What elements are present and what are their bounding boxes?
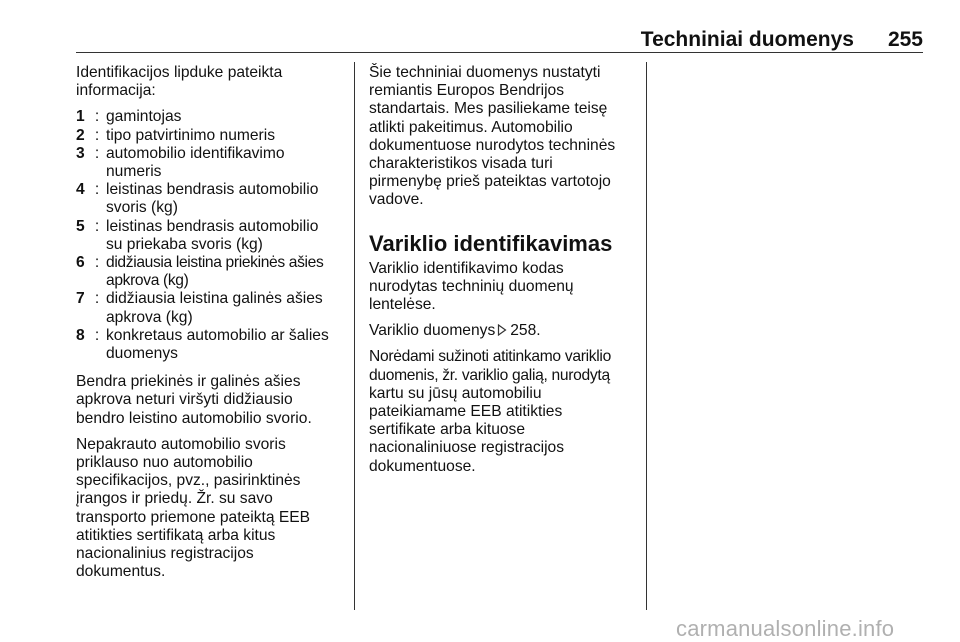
- list-item: 8 : konkretaus automobilio ar šalies duomenys: [76, 327, 344, 363]
- list-item: 7 : didžiausia leistina galinės ašies apkrova (kg): [76, 290, 344, 326]
- column-divider-right: [646, 62, 647, 610]
- right-column: [369, 64, 639, 484]
- engine-power-paragraph: Norėdami sužinoti atitinkamo variklio duomenis, žr. variklio galią, nurodytą kartu su jūsų automobiliu pateikiamame EEB atitikties sertifikate arba kituose nacionaliniuose registracijos dokumentuose.: [369, 348, 611, 475]
- engine-data-page-link[interactable]: 258.: [510, 322, 541, 340]
- engine-data-reference: [369, 322, 639, 340]
- section-heading: Variklio identifikavimas: [369, 230, 613, 256]
- page-header: [641, 22, 923, 52]
- engine-data-label: Variklio duomenys: [369, 322, 496, 340]
- item-text: tipo patvirtinimo numeris: [106, 126, 275, 144]
- page-title: Techniniai duomenys: [640, 28, 854, 51]
- left-column: [76, 64, 344, 589]
- item-text: didžiausia leistina galinės ašies apkrova (kg): [106, 290, 323, 326]
- intro-paragraph: Identifikacijos lipduke pateikta informacija:: [76, 64, 283, 100]
- axle-load-paragraph: Bendra priekinės ir galinės ašies apkrova neturi viršyti didžiausio bendro leistino automobilio svorio.: [76, 373, 312, 427]
- item-number: 2: [76, 126, 85, 144]
- item-text: leistinas bendrasis automobilio svoris (kg): [106, 181, 319, 217]
- item-number: 5: [76, 217, 85, 235]
- item-number: 7: [76, 290, 85, 308]
- item-text: leistinas bendrasis automobilio su priekaba svoris (kg): [106, 217, 319, 253]
- list-item: 1 : gamintojas: [76, 108, 344, 126]
- item-number: 3: [76, 144, 85, 162]
- item-number: 4: [76, 181, 85, 199]
- label-info-list: [76, 108, 344, 363]
- list-item: 3 : automobilio identifikavimo numeris: [76, 145, 344, 181]
- page-reference-arrow-icon: [497, 324, 507, 336]
- item-text: didžiausia leistina priekinės ašies apkrova (kg): [106, 254, 324, 290]
- item-text: automobilio identifikavimo numeris: [106, 144, 285, 181]
- item-text: konkretaus automobilio ar šalies duomenys: [106, 326, 329, 363]
- item-text: gamintojas: [106, 108, 182, 126]
- list-item: 6 : didžiausia leistina priekinės ašies apkrova (kg): [76, 254, 344, 290]
- list-item: 2 : tipo patvirtinimo numeris: [76, 127, 344, 145]
- item-number: 6: [76, 254, 85, 272]
- list-item: 5 : leistinas bendrasis automobilio su priekaba svoris (kg): [76, 218, 344, 254]
- watermark: carmanualsonline.info: [676, 616, 895, 641]
- standards-paragraph: Šie techniniai duomenys nustatyti remiantis Europos Bendrijos standartais. Mes pasiliekame teisę atlikti pakeitimus. Automobilio dokumentuose nurodytos techninės charakteristikos visada turi pirmenybę prieš pateiktas vartotojo vadove.: [369, 64, 616, 209]
- item-number: 1: [76, 108, 85, 126]
- engine-code-paragraph: Variklio identifikavimo kodas nurodytas techninių duomenų lentelėse.: [369, 259, 574, 314]
- item-number: 8: [76, 326, 85, 344]
- unladen-weight-paragraph: Nepakrauto automobilio svoris priklauso nuo automobilio specifikacijos, pvz., pasirinktinės įrangos ir priedų. Žr. su savo transporto priemone pateiktą EEB atitikties sertifikatą arba kitus nacionalinius registracijos dokumentus.: [76, 435, 311, 581]
- column-divider-left: [354, 62, 355, 610]
- page-number: 255: [887, 28, 923, 51]
- header-rule: [76, 52, 923, 53]
- list-item: 4 : leistinas bendrasis automobilio svoris (kg): [76, 181, 344, 217]
